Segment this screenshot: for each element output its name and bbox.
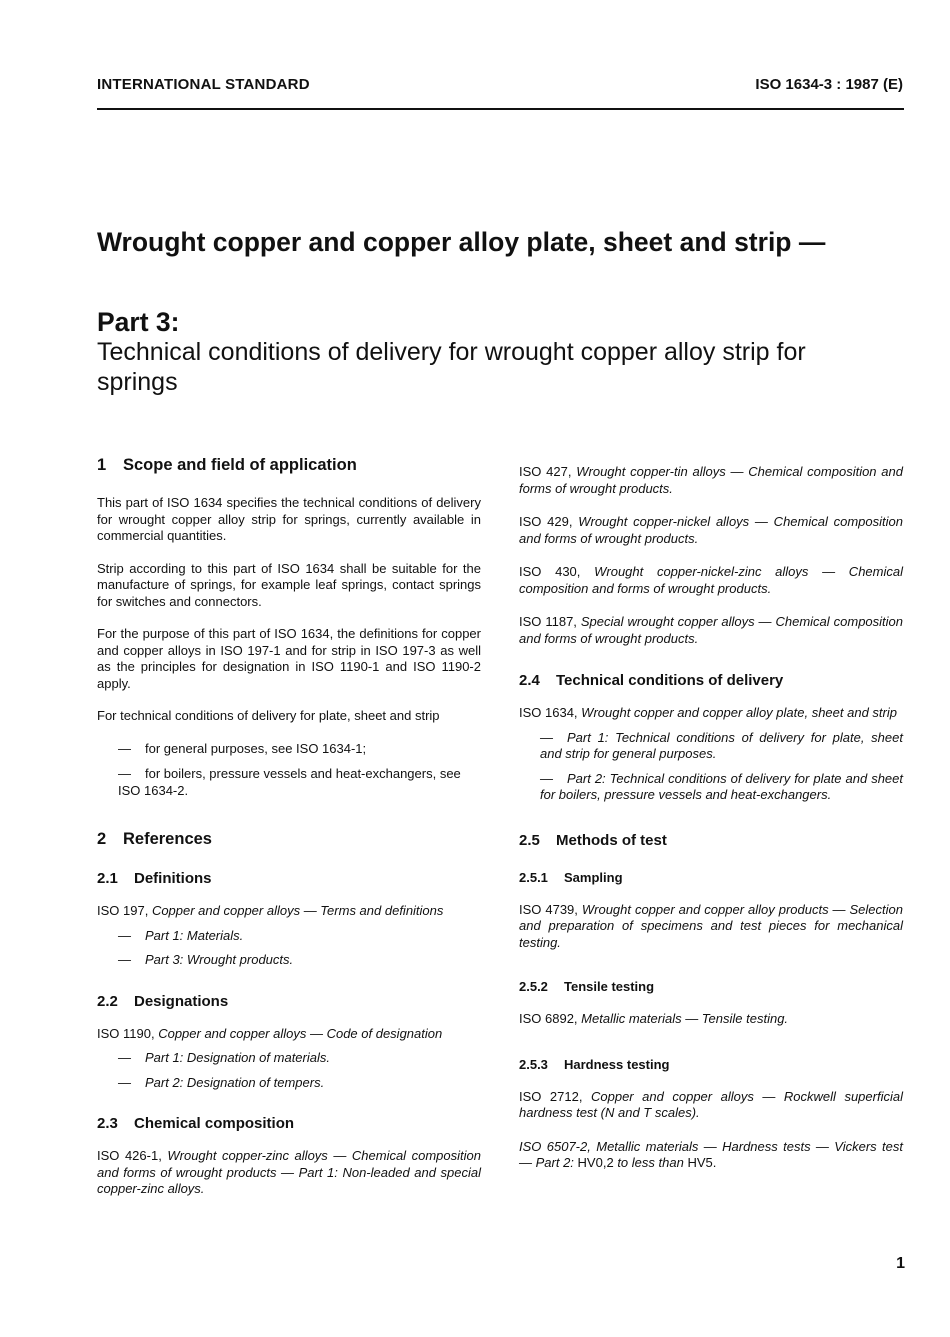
reference-code: ISO 430,	[519, 564, 581, 579]
reference-title: Copper and copper alloys — Terms and definitions	[151, 903, 444, 918]
reference-code: ISO 1190,	[97, 1025, 155, 1041]
left-column	[97, 455, 481, 1198]
reference-title: Metallic materials — Tensile testing.	[581, 1011, 789, 1026]
reference-entry	[97, 1026, 481, 1043]
reference-code: ISO 427,	[519, 464, 572, 479]
reference-code: ISO 2712,	[519, 1088, 583, 1104]
list-item	[97, 766, 481, 799]
reference-title: Copper and copper alloys — Rockwell superficial hardness test (N and T scales).	[519, 1088, 903, 1120]
section-title: References	[123, 830, 212, 848]
hardness-scale-high: HV5	[687, 1155, 713, 1170]
reference-title-connector: to less than	[617, 1155, 684, 1170]
section-2-5-1-heading	[519, 870, 903, 886]
section-title: Designations	[134, 992, 229, 1010]
reference-code: ISO 429,	[519, 514, 573, 529]
reference-entry	[519, 1089, 903, 1122]
right-column	[519, 464, 903, 1172]
header-standard-label: INTERNATIONAL STANDARD	[97, 76, 310, 93]
reference-entry	[519, 902, 903, 952]
section-title: Hardness testing	[564, 1056, 670, 1072]
section-number: 2.5	[519, 831, 540, 849]
dash-marker: —	[540, 770, 553, 786]
list-item	[97, 952, 481, 969]
reference-entry	[519, 564, 903, 597]
section-2-2-heading	[97, 993, 481, 1011]
dash-marker: —	[118, 740, 131, 756]
reference-title: Wrought copper-nickel-zinc alloys — Chemical composition and forms of wrought products.	[519, 564, 903, 596]
reference-code: ISO 197,	[97, 903, 149, 918]
scope-paragraph-1: This part of ISO 1634 specifies the technical conditions of delivery for wrought copper alloy strip for springs, currently available in commercial quantities.	[97, 495, 481, 543]
list-item-text: Part 1: Designation of materials.	[145, 1050, 330, 1065]
reference-entry	[97, 1148, 481, 1198]
list-item	[519, 730, 903, 763]
list-item-text: Part 2: Designation of tempers.	[145, 1074, 325, 1090]
section-number: 2.5.1	[519, 869, 548, 885]
section-title: Methods of test	[556, 831, 667, 849]
page-number: 1	[896, 1255, 905, 1272]
list-item-text: Part 1: Technical conditions of delivery for plate, sheet and strip for general purposes.	[540, 729, 903, 761]
section-number: 2.5.2	[519, 979, 548, 994]
list-item-text: for general purposes, see ISO 1634-1;	[145, 740, 367, 756]
reference-entry	[519, 464, 903, 497]
section-2-5-2-heading	[519, 979, 903, 995]
reference-entry	[519, 514, 903, 547]
dash-marker: —	[118, 952, 131, 967]
document-part-label: Part 3:	[97, 307, 180, 337]
header-rule	[97, 108, 904, 110]
section-2-heading	[97, 829, 481, 849]
list-item-text: for boilers, pressure vessels and heat-exchangers, see ISO 1634-2.	[118, 766, 461, 798]
reference-code: ISO 4739,	[519, 901, 578, 917]
reference-title: Wrought copper-zinc alloys — Chemical composition and forms of wrought products — Part 1: Non-leaded and special copper-zinc alloys.	[97, 1148, 481, 1196]
section-number: 2.3	[97, 1115, 118, 1132]
header-standard-number: ISO 1634-3 : 1987 (E)	[755, 76, 903, 93]
hardness-scale-low: HV0,2	[577, 1155, 614, 1170]
section-number: 2.1	[97, 870, 118, 887]
section-number: 2	[97, 830, 107, 848]
section-number: 2.5.3	[519, 1056, 548, 1072]
section-2-5-heading	[519, 832, 903, 850]
section-number: 2.2	[97, 992, 118, 1010]
list-item-text: Part 3: Wrought products.	[145, 952, 294, 967]
reference-entry	[519, 705, 903, 722]
reference-code: ISO 1634,	[519, 705, 578, 720]
list-item-text: Part 1: Materials.	[145, 927, 244, 943]
section-2-3-heading	[97, 1115, 481, 1133]
reference-code: ISO 426-1,	[97, 1148, 162, 1163]
reference-entry	[519, 1139, 903, 1172]
reference-end-punctuation: .	[712, 1155, 717, 1170]
section-title: Chemical composition	[134, 1115, 295, 1132]
reference-title: Wrought copper and copper alloy plate, sheet and strip	[581, 705, 897, 720]
reference-entry	[97, 903, 481, 920]
list-item	[97, 1050, 481, 1067]
section-number: 1	[97, 456, 107, 474]
document-subtitle: Technical conditions of delivery for wrought copper alloy strip for springs	[97, 338, 806, 396]
section-title: Definitions	[134, 870, 212, 887]
dash-marker: —	[540, 729, 553, 745]
reference-title: Metallic materials — Hardness tests — Vickers test — Part 2:	[519, 1138, 903, 1170]
reference-code: ISO 1187,	[519, 614, 577, 629]
section-title: Tensile testing	[564, 979, 655, 994]
scope-paragraph-4: For technical conditions of delivery for plate, sheet and strip	[97, 708, 440, 723]
reference-entry	[519, 614, 903, 647]
section-2-4-heading	[519, 672, 903, 690]
reference-title: Copper and copper alloys — Code of designation	[158, 1025, 443, 1041]
reference-entry	[519, 1011, 903, 1028]
dash-marker: —	[118, 766, 131, 781]
list-item	[97, 928, 481, 945]
section-title: Sampling	[564, 869, 623, 885]
dash-marker: —	[118, 1050, 131, 1065]
section-title: Scope and field of application	[123, 456, 357, 474]
reference-title: Wrought copper and copper alloy products — Selection and preparation of specimens and test pieces for mechanical testing.	[519, 901, 903, 950]
document-title: Wrought copper and copper alloy plate, sheet and strip —	[97, 227, 826, 257]
list-item	[97, 741, 481, 758]
reference-code: ISO 6892,	[519, 1011, 578, 1026]
reference-title: Special wrought copper alloys — Chemical composition and forms of wrought products.	[519, 614, 903, 646]
section-1-heading	[97, 455, 481, 475]
reference-title: Wrought copper-tin alloys — Chemical composition and forms of wrought products.	[519, 464, 903, 496]
scope-paragraph-2: Strip according to this part of ISO 1634 shall be suitable for the manufacture of springs, for example leaf springs, contact springs for switches and connectors.	[97, 560, 481, 609]
reference-title: Wrought copper-nickel alloys — Chemical composition and forms of wrought products.	[519, 514, 903, 546]
reference-code: ISO 6507-2,	[519, 1138, 591, 1154]
section-number: 2.4	[519, 672, 540, 689]
dash-marker: —	[118, 1074, 131, 1090]
section-2-5-3-heading	[519, 1057, 903, 1073]
list-item-text: Part 2: Technical conditions of delivery for plate and sheet for boilers, pressure vessels and heat-exchangers.	[540, 770, 903, 802]
list-item	[97, 1075, 481, 1092]
list-item	[519, 771, 903, 804]
dash-marker: —	[118, 927, 131, 943]
scope-paragraph-3: For the purpose of this part of ISO 1634, the definitions for copper and copper alloys in ISO 197-1 and for strip in ISO 197-3 as well as the principles for designation in ISO 1190-1 and ISO 1190-2 apply.	[97, 626, 481, 691]
section-title: Technical conditions of delivery	[556, 672, 784, 689]
section-2-1-heading	[97, 870, 481, 888]
